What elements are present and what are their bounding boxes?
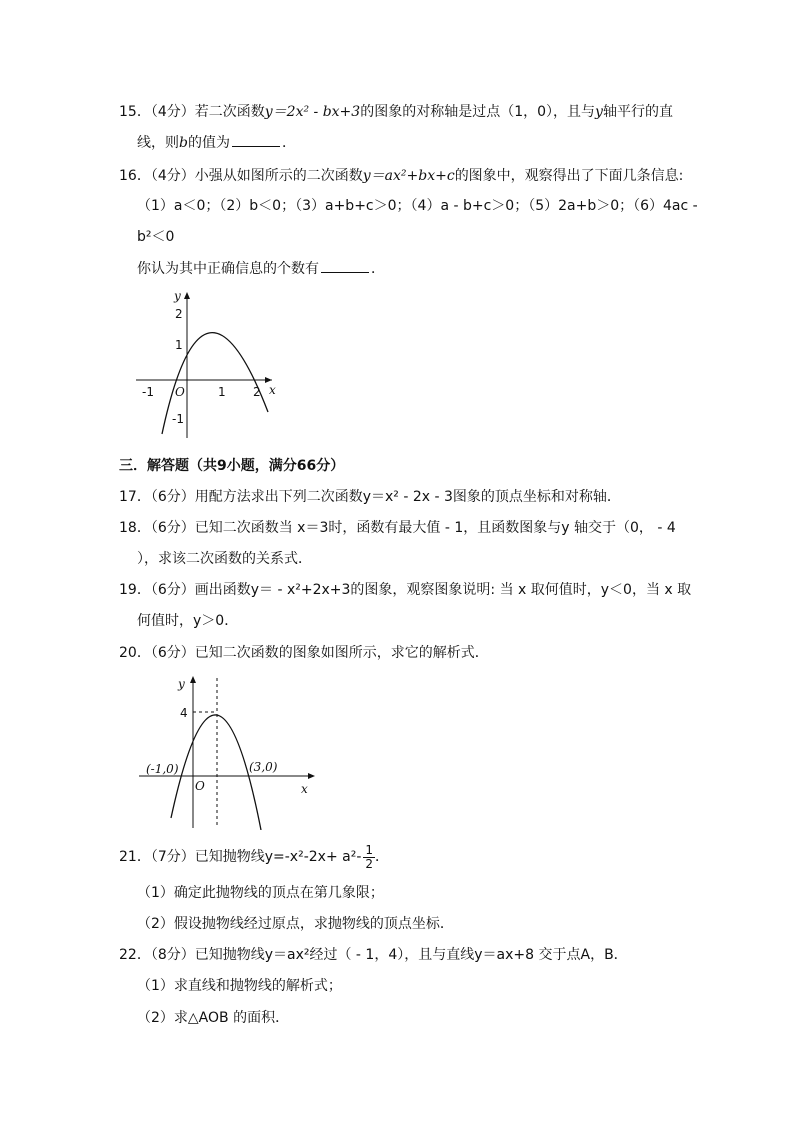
question-20: 20．（6分）已知二次函数的图象如图所示，求它的解析式． bbox=[119, 645, 489, 661]
y-axis-label: y bbox=[178, 677, 185, 691]
x-tick-2: 2 bbox=[253, 385, 261, 399]
question-15: 15．（4分）若二次函数y＝2x² - bx+3的图象的对称轴是过点（1，0），且与y轴平行的直 bbox=[119, 104, 673, 120]
x-tick-1: 1 bbox=[218, 385, 226, 399]
q16-info-line-1: （1）a＜0；（2）b＜0；（3）a+b+c＞0；（4）a - b+c＞0；（5）2a+b＞0；（6）4ac - bbox=[137, 198, 698, 214]
question-18-cont: ），求该二次函数的关系式． bbox=[137, 551, 312, 567]
y-tick-2: 2 bbox=[175, 307, 183, 321]
y-axis-label: y bbox=[174, 289, 181, 303]
x-axis-label: x bbox=[269, 383, 276, 397]
q22-sub-1: （1）求直线和抛物线的解析式； bbox=[137, 978, 342, 994]
x-axis-arrow bbox=[308, 773, 315, 779]
answer-blank bbox=[232, 134, 280, 147]
x-tick-minus-1: -1 bbox=[142, 385, 154, 399]
question-17: 17．（6分）用配方法求出下列二次函数y＝x² - 2x - 3图象的顶点坐标和对称轴． bbox=[119, 489, 621, 505]
right-root-label: (3,0) bbox=[249, 760, 278, 774]
origin-label: O bbox=[175, 385, 185, 399]
q15-expression: y＝2x² - bx+3 bbox=[264, 104, 361, 120]
q16-expression: y＝ax²+bx+c bbox=[362, 168, 455, 184]
y-tick-1: 1 bbox=[175, 338, 183, 352]
q21-sub-2: （2）假设抛物线经过原点，求抛物线的顶点坐标． bbox=[137, 916, 454, 932]
parabola-curve bbox=[171, 715, 261, 830]
vertex-y-value: 4 bbox=[180, 706, 188, 720]
left-root-label: (-1,0) bbox=[146, 762, 179, 776]
q16-info-line-2: b²＜0 bbox=[137, 229, 175, 245]
answer-blank bbox=[321, 260, 369, 273]
section-heading: 三．解答题（共9小题，满分66分） bbox=[119, 458, 345, 474]
question-18: 18．（6分）已知二次函数当 x＝3时，函数有最大值 - 1，且函数图象与y 轴交于（0， - 4 bbox=[119, 520, 676, 536]
x-axis-label: x bbox=[301, 782, 308, 796]
q21-expression: y=-x²-2x+ a²- bbox=[264, 849, 362, 865]
y-axis-arrow bbox=[190, 676, 196, 683]
question-19: 19．（6分）画出函数y＝ - x²+2x+3的图象，观察图象说明: 当 x 取何值时，y＜0，当 x 取 bbox=[119, 582, 692, 598]
q21-sub-1: （1）确定此抛物线的顶点在第几象限； bbox=[137, 885, 384, 901]
question-21: 21．（7分）已知抛物线y=-x²-2x+ a²- $\frac{1}{2}$ ． bbox=[119, 842, 390, 871]
origin-label: O bbox=[195, 779, 205, 793]
y-axis-arrow bbox=[184, 292, 190, 299]
question-19-cont: 何值时，y＞0． bbox=[137, 613, 239, 629]
q16-question: 你认为其中正确信息的个数有 ． bbox=[137, 261, 385, 277]
q20-parabola-graph bbox=[135, 672, 325, 830]
question-22: 22．（8分）已知抛物线y＝ax²经过（ - 1，4），且与直线y＝ax+8 交于点A，B． bbox=[119, 947, 628, 963]
q22-sub-2: （2）求△AOB 的面积． bbox=[137, 1010, 290, 1026]
question-16: 16．（4分）小强从如图所示的二次函数y＝ax²+bx+c的图象中，观察得出了下面几条信息: bbox=[119, 168, 684, 184]
question-15-cont: 线，则b的值为 ． bbox=[137, 135, 296, 151]
q16-parabola-graph bbox=[130, 288, 280, 440]
y-tick-minus-1: -1 bbox=[172, 412, 184, 426]
fraction-one-half: $\frac{1}{2}$ bbox=[365, 842, 374, 871]
